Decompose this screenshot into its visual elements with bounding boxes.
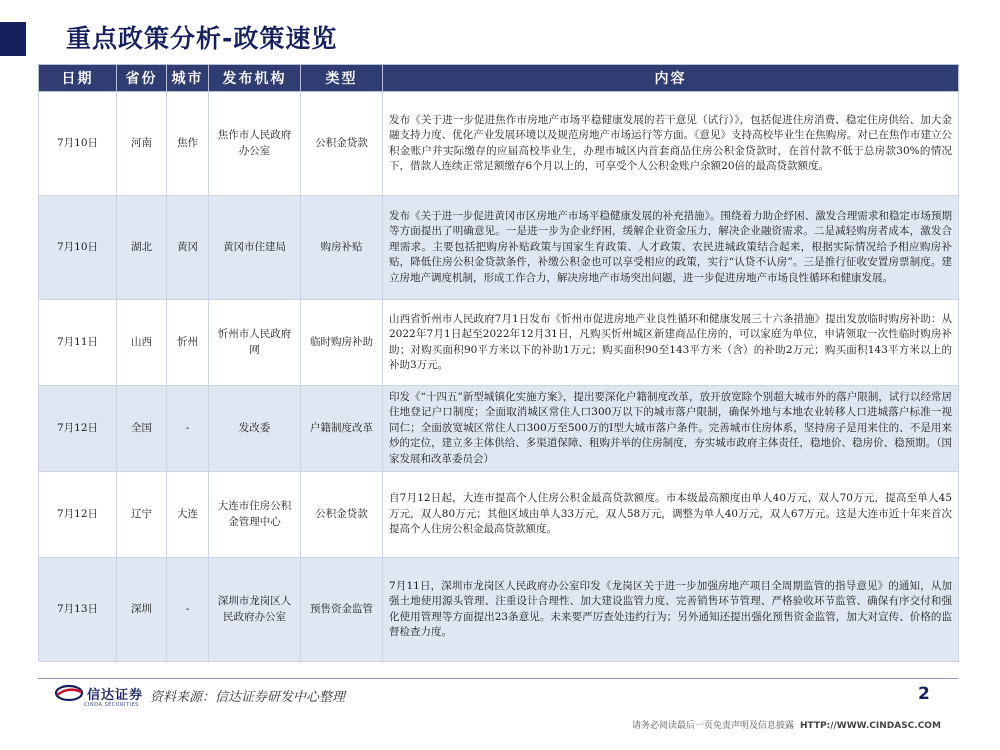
title-accent-bar (0, 22, 26, 56)
source-note: 资料来源：信达证券研发中心整理 (150, 690, 346, 705)
table-row (39, 300, 959, 386)
cell-agency: 发改委 (209, 386, 301, 472)
footer-divider (38, 678, 958, 679)
cell-province: 湖北 (117, 196, 167, 300)
table-row (39, 386, 959, 472)
cell-agency: 忻州市人民政府网 (209, 300, 301, 386)
cell-agency: 黄冈市住建局 (209, 196, 301, 300)
cell-city: 焦作 (167, 92, 209, 196)
cell-agency: 深圳市龙岗区人民政府办公室 (209, 558, 301, 662)
logo-text: 信达证券 (87, 687, 144, 703)
table-header-row (39, 65, 959, 92)
cell-province: 深圳 (117, 558, 167, 662)
cell-date: 7月11日 (39, 300, 117, 386)
page-number: 2 (918, 684, 930, 704)
disclaimer-text: 请务必阅读最后一页免责声明及信息披露 (632, 721, 795, 731)
cell-city: 忻州 (167, 300, 209, 386)
cell-date: 7月13日 (39, 558, 117, 662)
table-row (39, 558, 959, 662)
column-header-content: 内容 (383, 65, 959, 92)
cell-content: 印发《“十四五”新型城镇化实施方案》，提出要深化户籍制度改革，放开放宽除个别超大城市外的落户限制，试行以经常居住地登记户口制度；全面取消城区常住人口300万以下的城市落户限制，确保外地与本地农业转移人口进城落户标准一视同仁；全面放宽城区常住人口300万至500万的I型大城市落户条件。完善城市住房体系，坚持房子是用来住的、不是用来炒的定位，建立多主体供给、多渠道保障、租购并举的住房制度，夯实城市政府主体责任，稳地价、稳房价、稳预期。（国家发展和改革委员会） (383, 386, 959, 472)
policy-table (38, 64, 959, 662)
cell-city: - (167, 558, 209, 662)
table-row (39, 472, 959, 558)
cell-city: 黄冈 (167, 196, 209, 300)
cell-type: 公积金贷款 (301, 472, 383, 558)
logo-subtext: CINDA SECURITIES (84, 702, 139, 708)
cell-province: 全国 (117, 386, 167, 472)
cell-type: 预售资金监管 (301, 558, 383, 662)
cinda-logo (54, 684, 143, 702)
cell-type: 临时购房补助 (301, 300, 383, 386)
cell-content: 山西省忻州市人民政府7月1日发布《忻州市促进房地产业良性循环和健康发展三十六条措施》提出发放临时购房补助：从2022年7月1日起至2022年12月31日，凡购买忻州城区新建商品住房的，可以家庭为单位，申请领取一次性临时购房补助；对购买面积90平方米以下的补助1万元；购买面积90至143平方米（含）的补助2万元；购买面积143平方米以上的补助3万元。 (383, 300, 959, 386)
cell-date: 7月10日 (39, 92, 117, 196)
column-header-province: 省份 (117, 65, 167, 92)
disclaimer (632, 718, 941, 731)
table-row (39, 196, 959, 300)
cell-agency: 焦作市人民政府办公室 (209, 92, 301, 196)
column-header-city: 城市 (167, 65, 209, 92)
cell-content: 自7月12日起，大连市提高个人住房公积金最高贷款额度。市本级最高额度由单人40万元，双人70万元，提高至单人45万元，双人80万元；其他区域由单人33万元，双人58万元，调整为单人40万元，双人67万元。这是大连市近十年来首次提高个人住房公积金最高贷款额度。 (383, 472, 959, 558)
cell-content: 发布《关于进一步促进黄冈市区房地产市场平稳健康发展的补充措施》。围绕着力助企纾困、激发合理需求和稳定市场预期等方面提出了明确意见。一是进一步为企业纾困，缓解企业资金压力，解决企业融资需求。二是减轻购房者成本，激发合理需求。主要包括把购房补贴政策与国家生育政策、人才政策、农民进城政策结合起来，根据实际情况给予相应购房补贴，降低住房公积金贷款条件，补缴公积金也可以享受相应的政策，实行“认贷不认房”。三是推行征收安置房票制度。建立房地产调度机制，形成工作合力，解决房地产市场突出问题，进一步促进房地产市场良性循环和健康发展。 (383, 196, 959, 300)
cell-type: 购房补贴 (301, 196, 383, 300)
cell-province: 辽宁 (117, 472, 167, 558)
column-header-type: 类型 (301, 65, 383, 92)
cell-province: 山西 (117, 300, 167, 386)
page-title: 重点政策分析-政策速览 (66, 24, 338, 53)
column-header-date: 日期 (39, 65, 117, 92)
cell-type: 户籍制度改革 (301, 386, 383, 472)
website-link[interactable]: HTTP://WWW.CINDASC.COM (800, 721, 941, 731)
cell-city: 大连 (167, 472, 209, 558)
column-header-agency: 发布机构 (209, 65, 301, 92)
cell-content: 7月11日，深圳市龙岗区人民政府办公室印发《龙岗区关于进一步加强房地产项目全周期监管的指导意见》的通知，从加强土地使用源头管理、注重设计合理性、加大建设监管力度、完善销售环节管理、严格验收环节监管、确保有序交付和强化使用管理等方面提出23条意见。未来要严厉查处违约行为；另外通知还提出强化预售资金监管，加大对宣传、价格的监督检查力度。 (383, 558, 959, 662)
table-row (39, 92, 959, 196)
cell-agency: 大连市住房公积金管理中心 (209, 472, 301, 558)
cell-content: 发布《关于进一步促进焦作市房地产市场平稳健康发展的若干意见（试行）》，包括促进住房消费、稳定住房供给、加大金融支持力度、优化产业发展环境以及规范房地产市场运行等方面。《意见》支持高校毕业生在焦购房。对已在焦作市建立公积金账户并实际缴存的应届高校毕业生，办理市城区内首套商品住房公积金贷款时，在首付款不低于总房款30%的情况下，借款人连续正常足额缴存6个月以上的，可享受个人公积金账户余额20倍的最高贷款额度。 (383, 92, 959, 196)
cell-city: - (167, 386, 209, 472)
cinda-logo-icon (54, 684, 84, 702)
cell-date: 7月12日 (39, 386, 117, 472)
cell-type: 公积金贷款 (301, 92, 383, 196)
cell-date: 7月12日 (39, 472, 117, 558)
cell-province: 河南 (117, 92, 167, 196)
cell-date: 7月10日 (39, 196, 117, 300)
